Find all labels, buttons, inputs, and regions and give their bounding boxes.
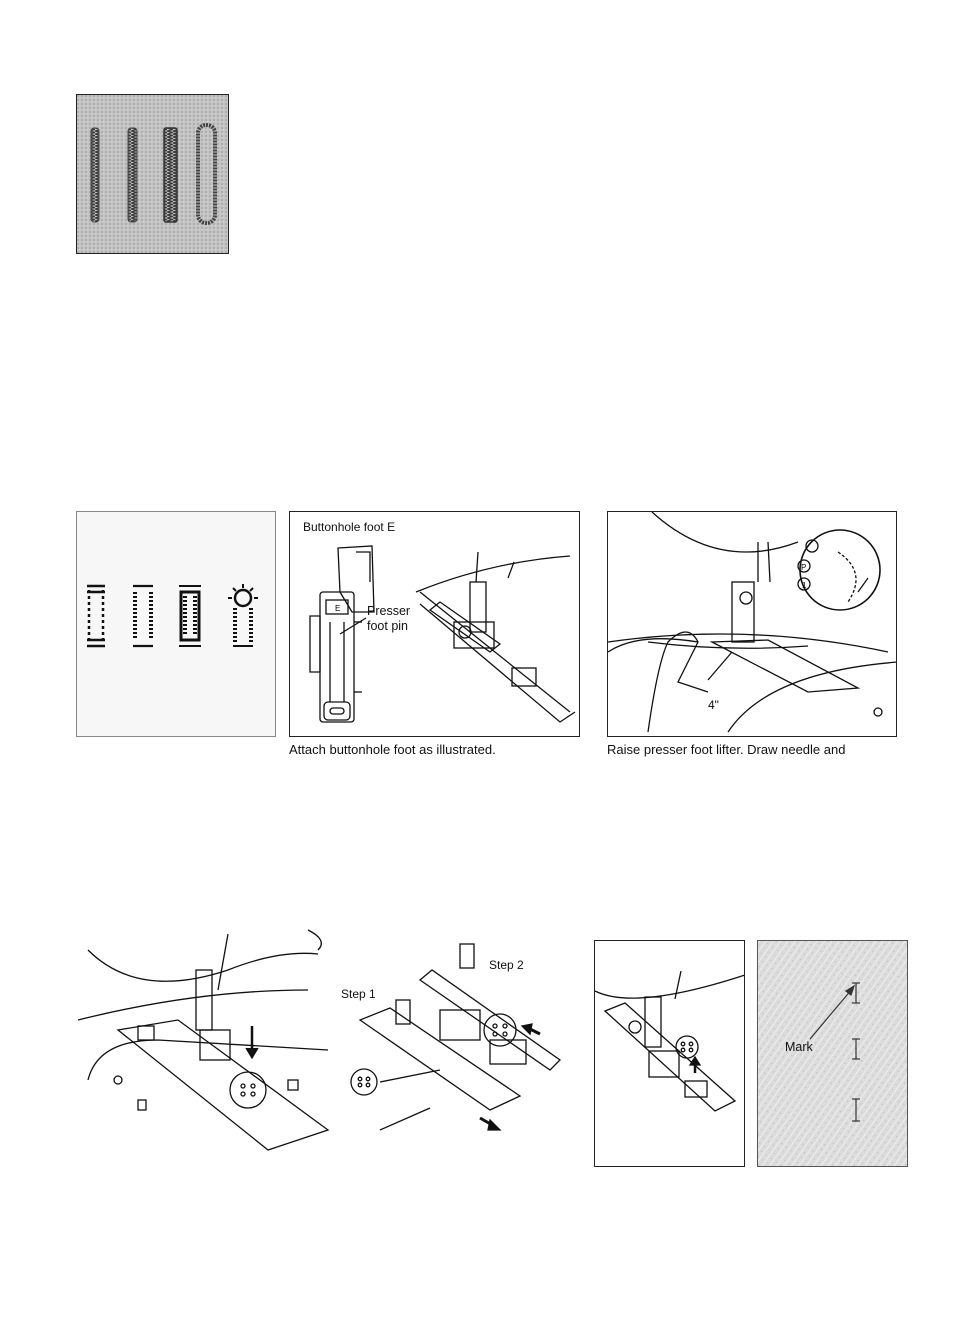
dial-mark-p: P [801, 563, 807, 572]
draw-thread-figure [607, 511, 897, 737]
button-removed-figure [594, 940, 745, 1167]
buttonhole-3 [164, 128, 177, 222]
step-2-label: Step 2 [489, 958, 524, 972]
fabric-marks-figure [757, 940, 908, 1167]
presser-pin-label-2: foot pin [367, 619, 409, 633]
button-in-foot-drawing [78, 930, 328, 1160]
fabric-marks-drawing [758, 941, 908, 1167]
buttonhole-foot-drawing [290, 512, 580, 737]
presser-pin-label-1: Presser [367, 604, 411, 618]
four-inch-label: 4" [708, 698, 719, 712]
pattern-icon-3 [179, 586, 201, 646]
pattern-icons [77, 512, 276, 737]
pattern-icon-4 [228, 584, 258, 646]
buttonhole-swatch-photo [76, 94, 229, 254]
pattern-icon-1 [87, 586, 105, 646]
draw-thread-caption: Raise presser foot lifter. Draw needle and [607, 742, 846, 757]
attach-foot-caption: Attach buttonhole foot as illustrated. [289, 742, 496, 757]
foot-e-label: Buttonhole foot E [303, 520, 396, 534]
mark-label: Mark [785, 1040, 813, 1054]
buttonhole-2 [128, 128, 137, 222]
foot-letter-e: E [335, 604, 341, 613]
buttonhole-1 [91, 128, 99, 222]
dial-mark-1: 1 [802, 581, 807, 590]
thread-drawing [608, 512, 897, 737]
pattern-icon-2 [133, 586, 153, 646]
buttonhole-patterns-figure [76, 511, 276, 737]
step-1-label: Step 1 [341, 987, 376, 1001]
foot-with-button-drawing [595, 941, 745, 1167]
swatch-texture [77, 95, 229, 254]
step-feet-drawing [340, 940, 570, 1140]
attach-foot-figure [289, 511, 580, 737]
